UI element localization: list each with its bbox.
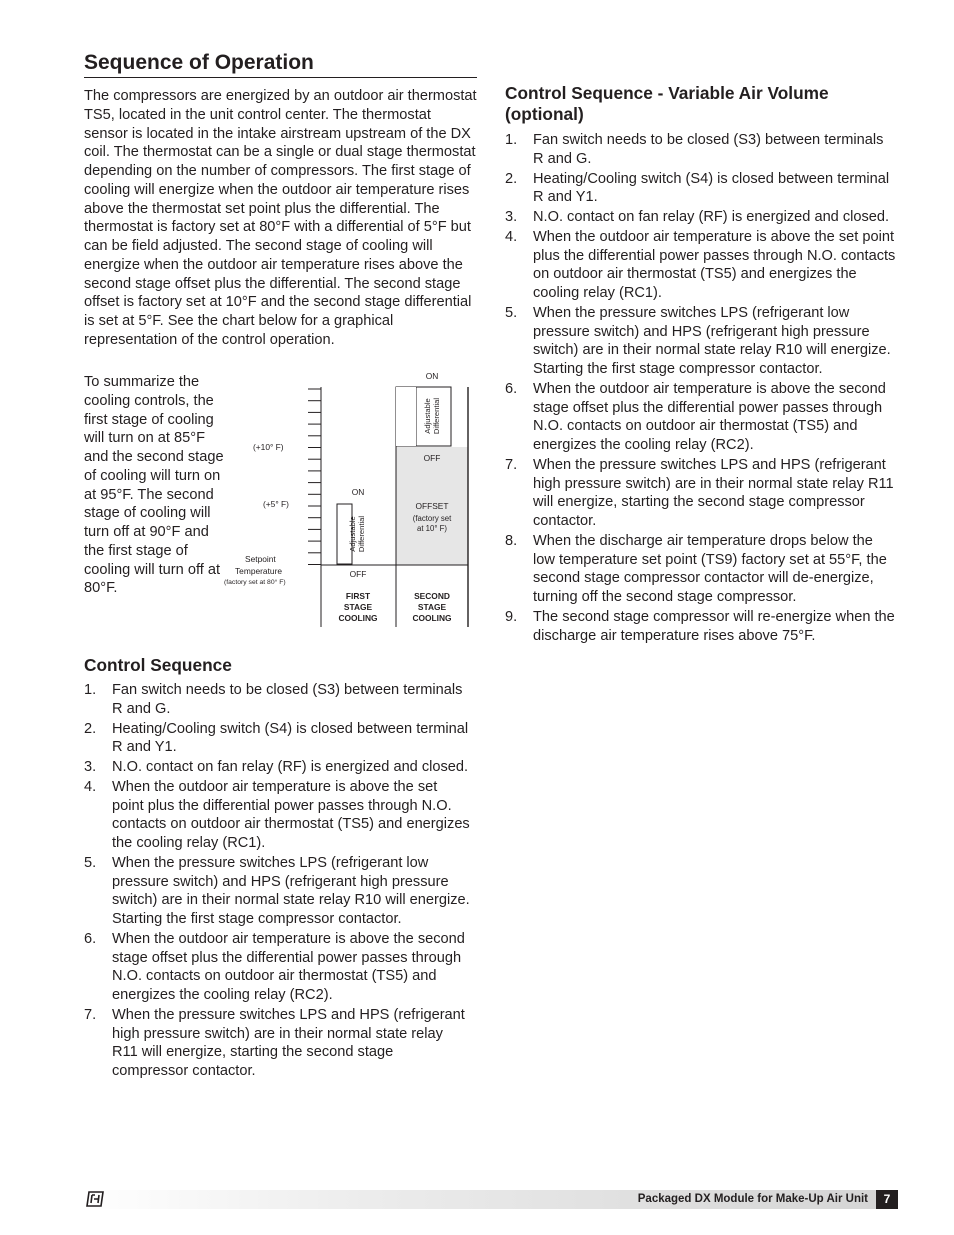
control-sequence-step-1 [84, 681, 472, 719]
step-number: 7. [505, 456, 518, 473]
vav-sequence-step-3 [505, 208, 897, 227]
control-sequence-list [84, 681, 472, 1082]
offset-note-2: at 10° F) [417, 524, 447, 533]
summary-paragraph: To summarize the cooling controls, the first stage of cooling will turn on at 85°F and the second stage of cooling will turn on at 95°F. The second stage of cooling will turn off at 90°F and the first stage of cooling will turn off at 80°F. [84, 374, 224, 597]
vav-sequence-heading: Control Sequence - Variable Air Volume (optional) [505, 83, 829, 124]
step-number: 6. [505, 380, 518, 397]
step-number: 5. [505, 304, 518, 321]
step-text: When the pressure switches LPS and HPS (refrigerant high pressure switch) are in their normal state relay R11 will energize, starting the second stage compressor contactor. [112, 1006, 465, 1079]
step-text: The second stage compressor will re-energize when the discharge air temperature rises above 75°F. [533, 608, 895, 644]
step-number: 8. [505, 532, 518, 549]
step-number: 3. [84, 759, 97, 775]
second-stage-on-label: ON [425, 371, 439, 381]
second-stage-diff-label-1: Adjustable [423, 398, 432, 434]
step-text: Heating/Cooling switch (S4) is closed between terminal R and Y1. [112, 720, 469, 756]
second-stage-name-1: SECOND [414, 591, 450, 601]
step-number: 1. [84, 682, 97, 698]
step-number: 4. [505, 228, 518, 245]
vav-sequence-step-1 [505, 131, 897, 169]
control-sequence-step-3 [84, 758, 472, 777]
step-number: 9. [505, 608, 518, 625]
step-text: Heating/Cooling switch (S4) is closed between terminal R and Y1. [533, 170, 890, 206]
step-text: N.O. contact on fan relay (RF) is energized and closed. [112, 759, 469, 775]
greenheck-logo-icon [86, 1191, 104, 1207]
control-sequence-step-7 [84, 1006, 472, 1081]
second-stage-name-3: COOLING [412, 613, 452, 623]
control-sequence-step-6 [84, 930, 472, 1005]
offset-label: OFFSET [415, 501, 449, 511]
step-text: N.O. contact on fan relay (RF) is energized and closed. [533, 209, 890, 225]
step-number: 1. [505, 132, 518, 148]
vav-sequence-step-8 [505, 532, 897, 607]
step-text: When the outdoor air temperature is above the second stage offset plus the differential power passes through N.O. contacts on outdoor air thermostat (TS5) and energizes the cooling relay (RC2). [533, 380, 886, 453]
page-title: Sequence of Operation [84, 50, 477, 78]
vav-sequence-step-6 [505, 380, 897, 455]
step-number: 5. [84, 854, 97, 871]
first-stage-off-label: OFF [349, 569, 367, 579]
control-operation-diagram [218, 365, 474, 627]
first-stage-name-3: COOLING [338, 613, 378, 623]
scale-ticks [308, 389, 321, 565]
vav-sequence-step-4 [505, 228, 897, 303]
step-text: When the outdoor air temperature is above the set point plus the differential power passes through N.O. contacts on outdoor air thermostat (TS5) and energizes the cooling relay (RC1). [112, 778, 470, 851]
setpoint-temperature-label: Temperature [235, 566, 283, 576]
page-number: 7 [876, 1190, 898, 1209]
second-stage-diff-label-2: Differential [432, 397, 441, 435]
setpoint-note: (factory set at 80° F) [224, 579, 286, 586]
vav-sequence-list [505, 131, 897, 646]
control-sequence-heading: Control Sequence [84, 655, 232, 675]
vav-sequence-step-9 [505, 608, 897, 646]
intro-paragraph: The compressors are energized by an outdoor air thermostat TS5, located in the unit control center. The thermostat sensor is located in the intake airstream upstream of the DX coil. The thermostat can be a single or dual stage thermostat depending on the number of compressors. The first stage of cooling will energize when the outdoor air temperature rises above the thermostat set point plus the differential. The thermostat is factory set at 80°F with a differential of 5°F but can be field adjusted. The second stage of cooling will energize when the outdoor air temperature rises above the second stage offset plus the differential. The second stage offset is factory set at 10°F and the second stage differential is set at 5°F. See the chart below for a graphical representation of the control operation. [84, 88, 477, 348]
scale-label-5: (+5° F) [263, 499, 289, 509]
vav-sequence-step-7 [505, 456, 897, 531]
step-text: When the discharge air temperature drops below the low temperature set point (TS9) factory set at 55°F, the second stage compressor contactor will de-energize, turning off the second stage compressor. [533, 532, 887, 605]
first-stage-on-label: ON [351, 487, 365, 497]
step-number: 2. [505, 170, 518, 187]
step-number: 6. [84, 930, 97, 947]
step-text: When the pressure switches LPS and HPS (refrigerant high pressure switch) are in their normal state relay R11 will energize, starting the second stage compressor contactor. [533, 456, 894, 529]
offset-note-1: (factory set [412, 514, 452, 523]
first-stage-diff-label-1: Adjustable [348, 516, 357, 552]
step-text: Fan switch needs to be closed (S3) between terminals R and G. [533, 132, 884, 167]
first-stage-name-1: FIRST [345, 591, 371, 601]
second-stage-name-2: STAGE [417, 602, 447, 612]
vav-sequence-step-2 [505, 170, 897, 208]
first-stage-diff-label-2: Differential [357, 515, 366, 553]
step-text: When the outdoor air temperature is above the second stage offset plus the differential power passes through N.O. contacts on outdoor air thermostat (TS5) and energizes the cooling relay (RC2). [112, 930, 465, 1003]
control-sequence-step-2 [84, 720, 472, 758]
setpoint-label: Setpoint [245, 554, 276, 564]
step-number: 4. [84, 778, 97, 795]
step-text: Fan switch needs to be closed (S3) between terminals R and G. [112, 682, 463, 717]
step-number: 7. [84, 1006, 97, 1023]
second-stage-off-label: OFF [423, 453, 441, 463]
step-text: When the pressure switches LPS (refrigerant low pressure switch) and HPS (refrigerant high pressure switch) are in their normal state relay R10 will energize. Starting the first stage compressor contactor. [533, 304, 891, 377]
scale-label-10: (+10° F) [253, 442, 284, 452]
vav-sequence-step-5 [505, 304, 897, 379]
step-text: When the pressure switches LPS (refrigerant low pressure switch) and HPS (refrigerant high pressure switch) are in their normal state relay R10 will energize. Starting the first stage compressor contactor. [112, 854, 470, 927]
control-sequence-step-4 [84, 778, 472, 853]
step-number: 2. [84, 720, 97, 737]
control-sequence-step-5 [84, 854, 472, 929]
step-number: 3. [505, 209, 518, 225]
first-stage-name-2: STAGE [343, 602, 373, 612]
step-text: When the outdoor air temperature is above the set point plus the differential power passes through N.O. contacts on outdoor air thermostat (TS5) and energizes the cooling relay (RC1). [533, 228, 896, 301]
footer-document-title: Packaged DX Module for Make-Up Air Unit [637, 1193, 868, 1205]
